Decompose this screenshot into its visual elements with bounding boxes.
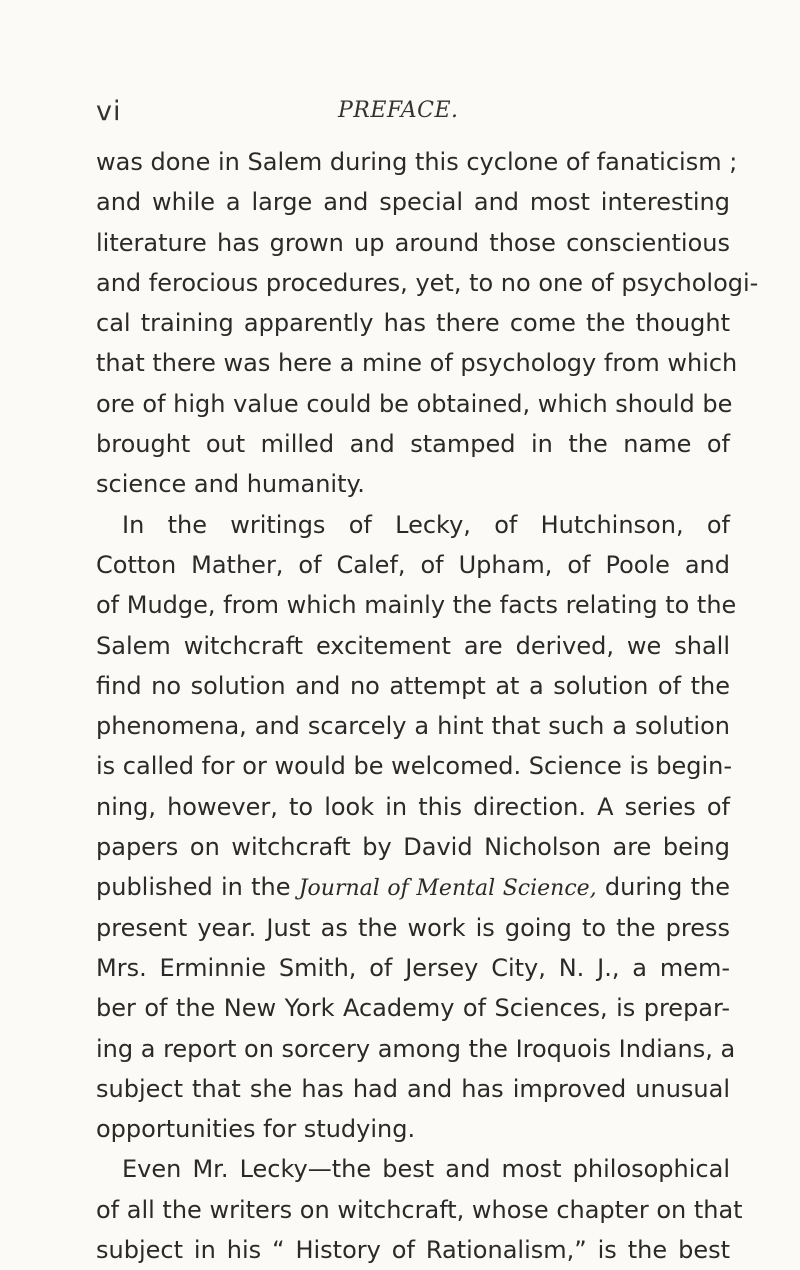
text-line: of Mudge, from which mainly the facts relating to the [96,591,737,620]
text-line: Salem witchcraft excitement are derived, we shall [96,631,730,660]
text-line: and ferocious procedures, yet, to no one of psychologi- [96,268,759,297]
text-line: brought out milled and stamped in the name of [96,430,730,459]
text-line: ning, however, to look in this direction. A series of [96,792,730,821]
text-line: ore of high value could be obtained, which should be [96,389,733,418]
page-header [96,96,728,136]
text-line: find no solution and no attempt at a solution of the [96,671,730,700]
text-segment: published in the [96,873,299,902]
text-line: phenomena, and scarcely a hint that such a solution [96,712,730,741]
text-line: ing a report on sorcery among the Iroquois Indians, a [96,1034,736,1063]
text-line: that there was here a mine of psychology from which [96,349,738,378]
page-number: vi [96,96,122,127]
text-line: science and humanity. [96,470,365,499]
journal-title: Journal of Mental Science, [298,876,597,902]
text-line: cal training apparently has there come the thought [96,309,730,338]
body-text [96,142,759,1270]
text-line: subject that she has had and has improved unusual [96,1074,730,1103]
text-line: Even Mr. Lecky—the best and most philosophical [122,1155,730,1184]
text-line: Cotton Mather, of Calef, of Upham, of Poole and [96,550,730,579]
text-line: is called for or would be welcomed. Science is begin- [96,752,732,781]
text-line: literature has grown up around those conscientious [96,228,730,257]
text-line: was done in Salem during this cyclone of fanaticism ; [96,148,738,176]
text-line: subject in his “ History of Rationalism,” is the best [96,1236,730,1265]
text-line: ber of the New York Academy of Sciences, is prepar- [96,994,730,1023]
text-line: of all the writers on witchcraft, whose chapter on that [96,1195,743,1224]
text-line: papers on witchcraft by David Nicholson are being [96,833,730,862]
running-head: PREFACE. [338,98,459,123]
text-line: and while a large and special and most interesting [96,188,730,217]
text-line: In the writings of Lecky, of Hutchinson, of [122,510,730,539]
text-line: opportunities for studying. [96,1115,416,1144]
text-line: Mrs. Erminnie Smith, of Jersey City, N. J., a mem- [96,953,730,982]
text-segment: during the [596,873,730,902]
text-line: present year. Just as the work is going to the press [96,913,730,942]
text-line-with-title [96,867,730,907]
